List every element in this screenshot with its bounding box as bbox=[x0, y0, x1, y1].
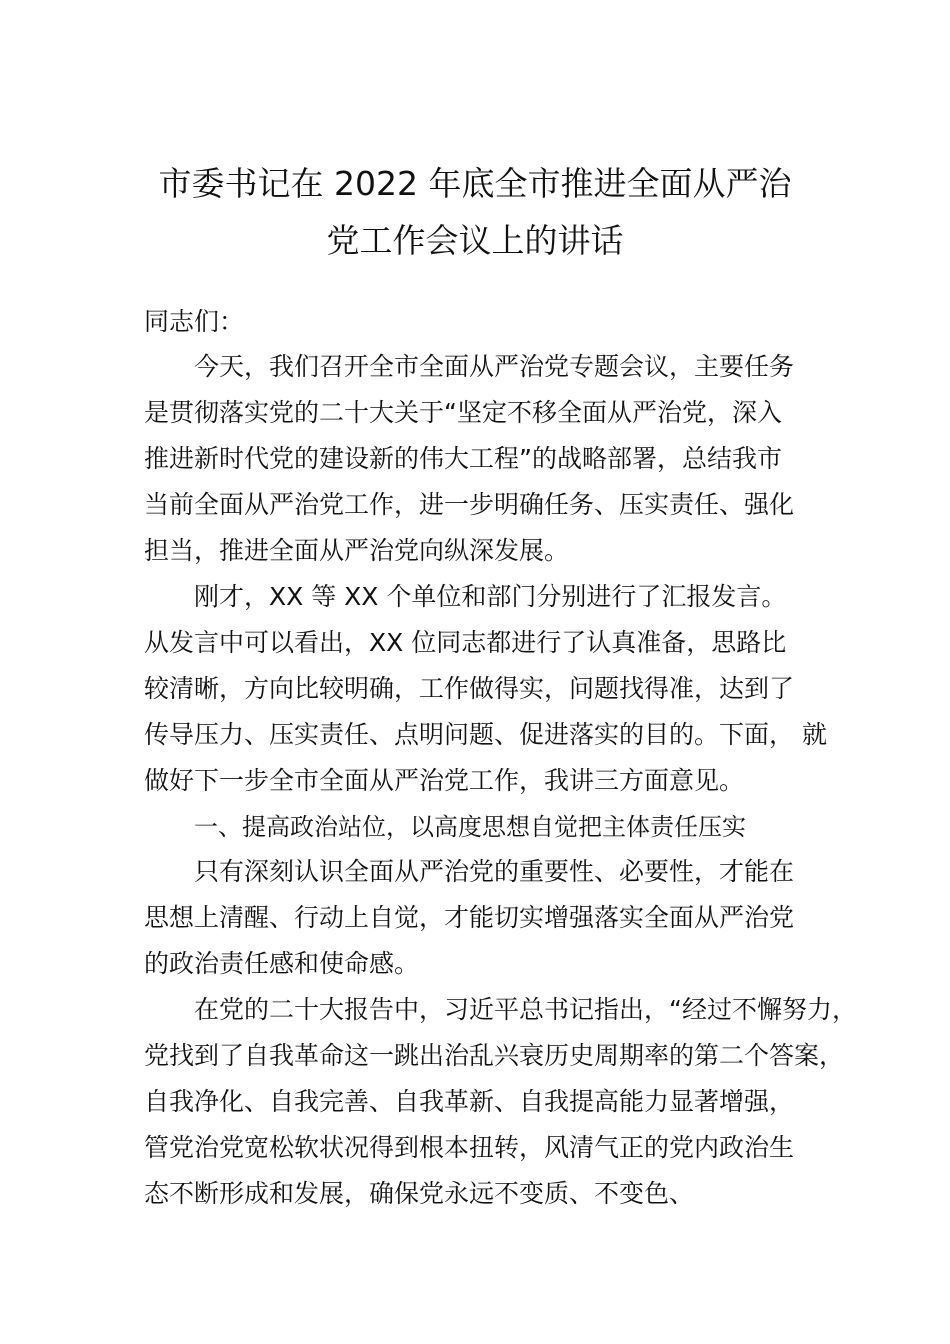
paragraph-line: 思想上清醒、行动上自觉，才能切实增强落实全面从严治党 bbox=[144, 903, 795, 932]
paragraph-line: 较清晰，方向比较明确，工作做得实，问题找得准，达到了 bbox=[144, 674, 795, 703]
paragraph-line: 从发言中可以看出，XX 位同志都进行了认真准备，思路比 bbox=[144, 628, 787, 657]
paragraph-line: 的政治责任感和使命感。 bbox=[144, 949, 420, 978]
document-title-line-1: 市委书记在 2022 年底全市推进全面从严治 bbox=[158, 164, 792, 203]
paragraph-line: 在党的二十大报告中，习近平总书记指出，“经过不懈努力， bbox=[194, 995, 857, 1024]
document-title-line-2: 党工作会议上的讲话 bbox=[326, 221, 624, 260]
section-heading: 一、提高政治站位，以高度思想自觉把主体责任压实 bbox=[194, 813, 746, 841]
paragraph-line: 做好下一步全市全面从严治党工作，我讲三方面意见。 bbox=[144, 766, 745, 795]
paragraph-line: 当前全面从严治党工作，进一步明确任务、压实责任、强化 bbox=[144, 490, 795, 519]
paragraph-line: 刚才，XX 等 XX 个单位和部门分别进行了汇报发言。 bbox=[194, 582, 787, 611]
paragraph-line: 党找到了自我革命这一跳出治乱兴衰历史周期率的第二个答案， bbox=[144, 1041, 845, 1070]
salutation: 同志们： bbox=[144, 307, 245, 336]
paragraph-line: 推进新时代党的建设新的伟大工程”的战略部署，总结我市 bbox=[144, 444, 782, 473]
paragraph-line: 是贯彻落实党的二十大关于“坚定不移全面从严治党，深入 bbox=[144, 398, 782, 427]
paragraph-line: 管党治党宽松软状况得到根本扭转，风清气正的党内政治生 bbox=[144, 1133, 795, 1162]
paragraph-line: 自我净化、自我完善、自我革新、自我提高能力显著增强， bbox=[144, 1087, 795, 1116]
paragraph-line: 只有深刻认识全面从严治党的重要性、必要性，才能在 bbox=[194, 857, 795, 886]
paragraph-line: 担当，推进全面从严治党向纵深发展。 bbox=[144, 536, 570, 565]
paragraph-line: 态不断形成和发展，确保党永远不变质、不变色、 bbox=[144, 1179, 695, 1208]
paragraph-line: 今天，我们召开全市全面从严治党专题会议，主要任务 bbox=[194, 352, 795, 381]
paragraph-line: 传导压力、压实责任、点明问题、促进落实的目的。下面， 就 bbox=[144, 720, 827, 749]
